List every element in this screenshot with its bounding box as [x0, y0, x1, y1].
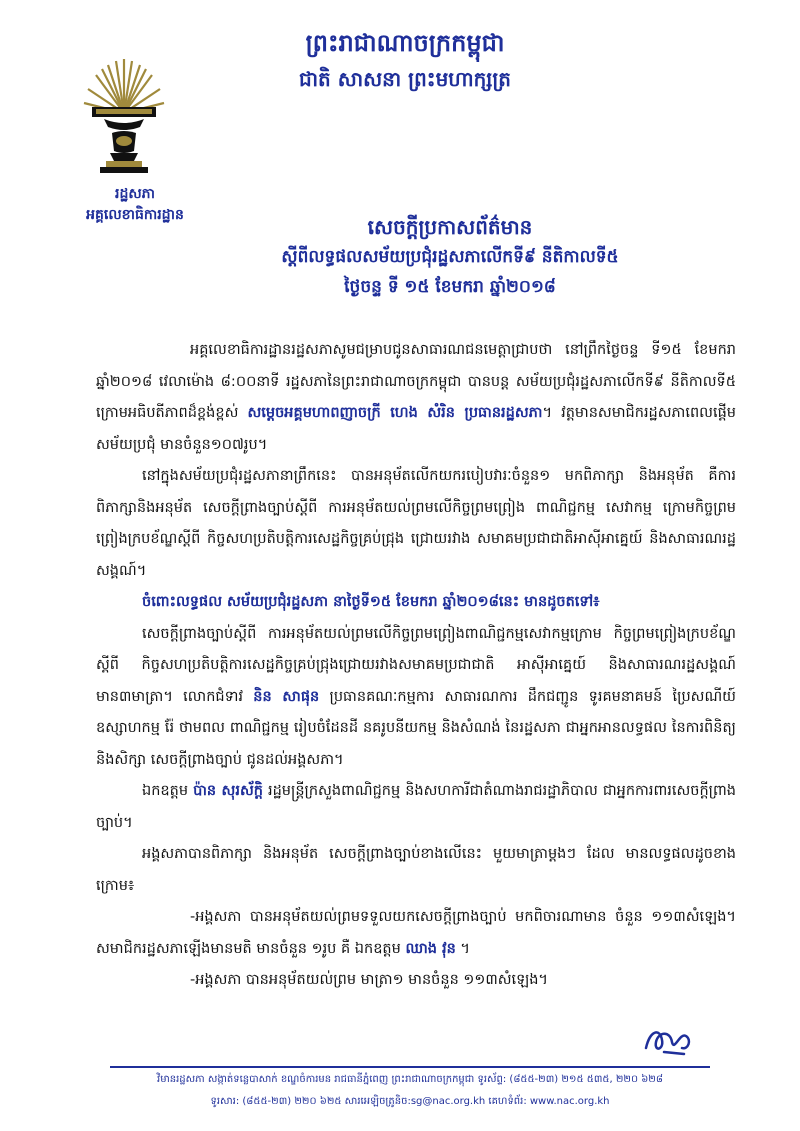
paragraph-6-text: -អង្គសភា បានអនុម័តយល់ព្រមទទួលយកសេចក្ដីព្រាងច្បាប់ មកពិចារណាមាន ចំនួន ១១៣សំឡេង។ សមាជិករដ្ឋសភាឡើងមានមតិ មានចំនួន ១រូប គឺ ឯកឧត្ដម	[96, 909, 736, 957]
document-subtitle: ស្ដីពីលទ្ធផលសម័យប្រជុំរដ្ឋសភាលើកទី៩ នីតិកាលទី៥	[281, 247, 619, 267]
paragraph-2: នៅក្នុងសម័យប្រជុំរដ្ឋសភានាព្រឹកនេះ បានអនុម័តលើកយករបៀបវារៈចំនួន១ មកពិភាក្សា និងអនុម័ត គឺការពិភាក្សានិងអនុម័ត សេចក្ដីព្រាងច្បាប់ស្ដីពី ការអនុម័តយល់ព្រមលើកិច្ចព្រមព្រៀង ពាណិជ្ជកម្ម សេវាកម្ម ក្រោមកិច្ចព្រមព្រៀងក្របខ័ណ្ឌស្ដីពី កិច្ចសហប្រតិបត្តិការសេដ្ឋកិច្ចគ្រប់ជ្រុង ជ្រោយរវាង សមាគមប្រជាជាតិអាស៊ីអាគ្នេយ៍ និងសាធារណរដ្ឋសង្គណ៍។	[96, 468, 736, 579]
results-heading: ចំពោះលទ្ធផល សម័យប្រជុំរដ្ឋសភា នាថ្ងៃទី១៥ ខែមករា ឆ្នាំ២០១៨នេះ មានដូចតទៅ៖	[142, 594, 600, 610]
paragraph-1	[96, 335, 736, 461]
organization-department: អគ្គលេខាធិការដ្ឋាន	[86, 207, 184, 223]
minister-name: ប៉ាន សុរស័ក្ដិ	[193, 783, 263, 799]
kingdom-heading: ព្រះរាជាណាចក្រកម្ពុជា	[305, 29, 505, 57]
document-date: ថ្ងៃចន្ទ ទី ១៥ ខែមករា ឆ្នាំ២០១៨	[344, 277, 556, 297]
signature-mark	[640, 1022, 700, 1058]
paragraph-6	[96, 902, 736, 965]
document-title: សេចក្ដីប្រកាសព័ត៌មាន	[367, 215, 533, 239]
document-title-block	[230, 212, 670, 302]
footer-divider	[110, 1066, 710, 1068]
paragraph-4-text-end: រដ្ឋមន្ត្រីក្រសួងពាណិជ្ជកម្ម និងសហការីជាតំណាងរាជរដ្ឋាភិបាល ជាអ្នកការពារសេចក្ដីព្រាងច្បាប់។	[96, 783, 736, 831]
paragraph-3	[96, 619, 736, 777]
president-name: សម្ដេចអគ្គមហាពញាចក្រី ហេង សំរិន ប្រធានរដ្ឋសភា	[247, 405, 543, 421]
paragraph-1-text: អគ្គលេខាធិការដ្ឋានរដ្ឋសភាសូមជម្រាបជូនសាធារណជនមេត្តាជ្រាបថា នៅព្រឹកថ្ងៃចន្ទ ទី១៥ ខែមករា ឆ្នាំ២០១៨ វេលាម៉ោង ៨:០០នាទី រដ្ឋសភានៃព្រះរាជាណាចក្រកម្ពុជា បានបន្ត សម័យប្រជុំរដ្ឋសភាលើកទី៩ នីតិកាលទី៥ ក្រោមអធិបតីភាពដ៏ខ្ពង់ខ្ពស់	[96, 342, 736, 421]
paragraph-3-text-end: ប្រធានគណៈកម្មការ សាធារណការ ដឹកជញ្ជូន ទូរគមនាគមន៍ ប្រៃសណីយ៍ ឧស្សាហកម្ម រ៉ែ ថាមពល ពាណិជ្ជកម្ម រៀបចំដែនដី នគរូបនីយកម្ម និងសំណង់ នៃរដ្ឋសភា ជាអ្នកអានលទ្ធផល នៃការពិនិត្យនិងសិក្សា សេចក្ដីព្រាងច្បាប់ ជូនដល់អង្គសភា។	[96, 688, 736, 768]
member-name: ឈាង វុន	[405, 940, 456, 957]
organization-name: រដ្ឋសភា	[115, 186, 155, 202]
national-motto: ជាតិ សាសនា ព្រះមហាក្សត្រ	[299, 67, 511, 91]
paragraph-3-text: សេចក្ដីព្រាងច្បាប់ស្ដីពី ការអនុម័តយល់ព្រមលើកិច្ចព្រមព្រៀងពាណិជ្ជកម្មសេវាកម្មក្រោម កិច្ចព្រមព្រៀងក្របខ័ណ្ឌស្ដីពី កិច្ចសហប្រតិបត្តិការសេដ្ឋកិច្ចគ្រប់ជ្រុងជ្រោយរវាងសមាគមប្រជាជាតិ អាស៊ីអាគ្នេយ៍ និងសាធារណរដ្ឋសង្គណ៍ មាន៣មាត្រា។ លោកជំទាវ	[96, 625, 736, 705]
footer-contact: ទូរសារ: (៨៥៥-២៣) ២២០ ៦២៥ សារអេឡិចត្រូនិច:sg@nac.org.kh គេហទំព័រ: www.nac.org.kh	[210, 1096, 610, 1107]
committee-chair-name: និន សាផុន	[253, 688, 320, 705]
paragraph-1-text-end: ។ វត្តមានសមាជិករដ្ឋសភាពេលផ្ដើមសម័យប្រជុំ មានចំនួន១០៧រូប។	[96, 405, 736, 453]
paragraph-6-text-end: ។	[455, 940, 470, 957]
national-assembly-emblem-icon	[78, 55, 170, 175]
document-body	[96, 335, 736, 997]
paragraph-7: -អង្គសភា បានអនុម័តយល់ព្រម មាត្រា១ មានចំនួន ១១៣សំឡេង។	[190, 972, 548, 988]
paragraph-4	[96, 776, 736, 839]
paragraph-4-text: ឯកឧត្ដម	[142, 783, 194, 799]
footer-address: វិមានរដ្ឋសភា សង្កាត់ទន្លេបាសាក់ ខណ្ឌចំការមន រាជធានីភ្នំពេញ ព្រះរាជាណាចក្រកម្ពុជា ទូរស័ព្ទ: (៨៥៥-២៣) ២១៥ ៥៣៥, ២២០ ៦២៨	[157, 1074, 663, 1085]
paragraph-5: អង្គសភាបានពិភាក្សា និងអនុម័ត សេចក្ដីព្រាងច្បាប់ខាងលើនេះ មួយមាត្រាម្ដងៗ ដែល មានលទ្ធផលដូចខាងក្រោម៖	[96, 846, 736, 894]
